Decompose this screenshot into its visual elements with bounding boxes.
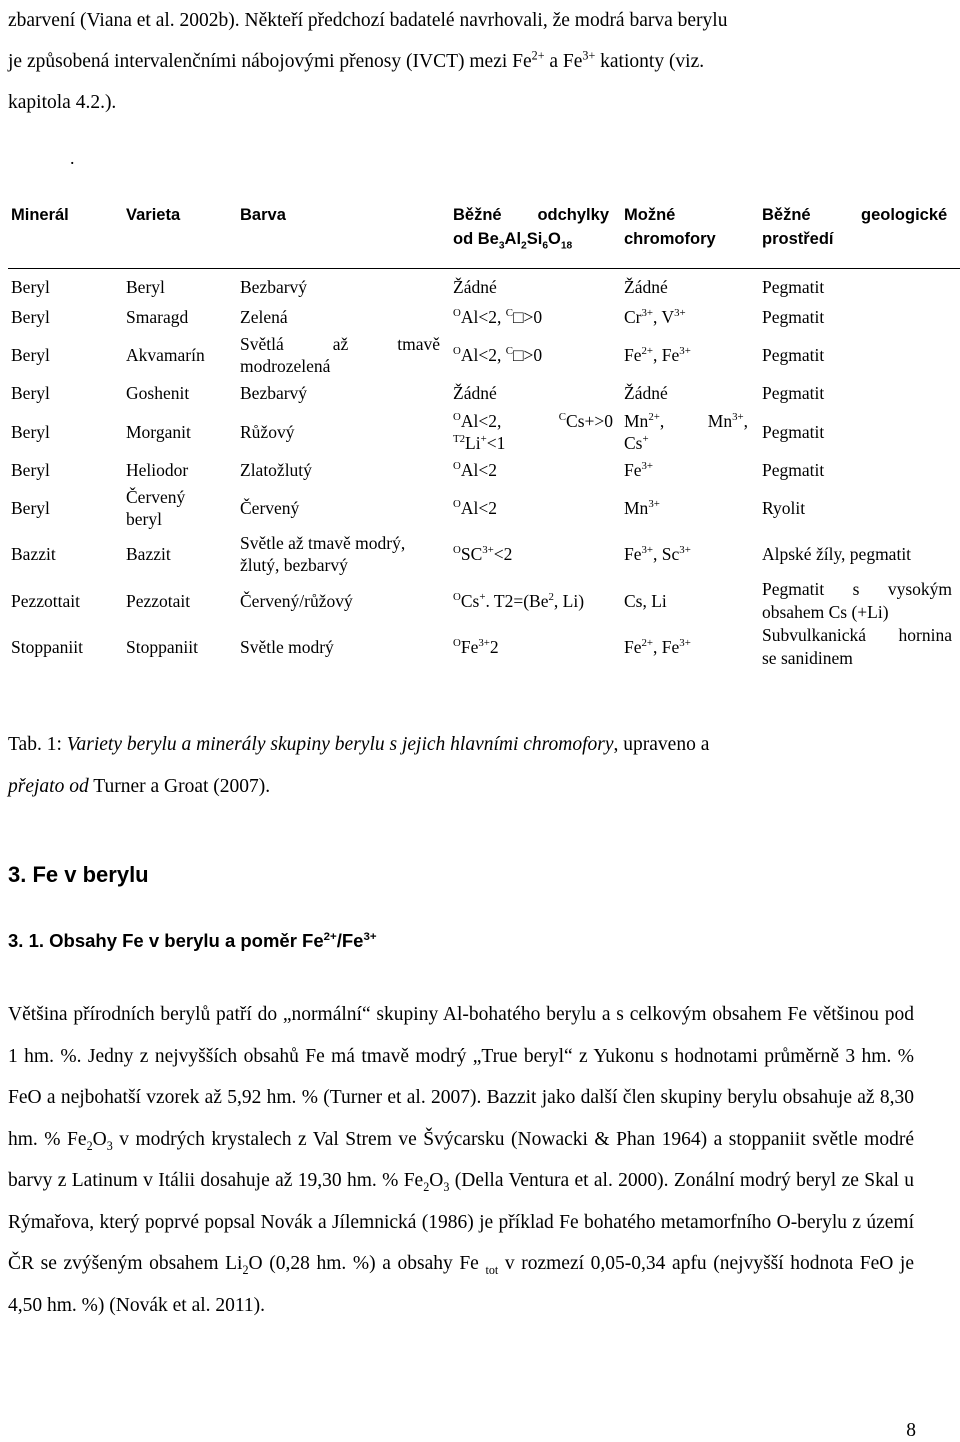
cell-geo: Alpské žíly, pegmatit	[762, 544, 912, 564]
cell-geo: Pegmatit	[762, 422, 825, 442]
cell-chromofory: $Fe^{3+}$	[624, 460, 654, 480]
cell-geo-line1: Pegmatit s vysokým	[762, 579, 952, 599]
intro-line-3: kapitola 4.2.).	[8, 92, 117, 113]
header-geo-a: Běžné	[762, 206, 811, 224]
cell-barva: Zelená	[240, 307, 288, 327]
cell-chromofory: $Mn^{3+}$	[624, 498, 660, 518]
cell-odchylky-line1: $^O$Al<2, $^C$Cs+>0	[453, 411, 613, 431]
cell-odchylky: $^O$Al<2, $^C$□>0	[453, 307, 543, 327]
cell-odchylky: Žádné	[453, 277, 497, 297]
cell-barva: Bezbarvý	[240, 277, 308, 297]
cell-barva: Zlatožlutý	[240, 460, 312, 480]
stray-dot: .	[70, 148, 75, 168]
cell-odchylky: $^O$Al<2	[453, 460, 497, 480]
cell-chromofory: Žádné	[624, 277, 668, 297]
cell-geo-line2: se sanidinem	[762, 648, 853, 668]
cell-varieta: Pezzotait	[126, 591, 191, 611]
cell-varieta-line1: Červený	[126, 487, 186, 507]
header-mineral: Minerál	[11, 206, 69, 224]
cell-barva: Červený/růžový	[240, 591, 353, 611]
cell-odchylky: Žádné	[453, 383, 497, 403]
header-odchylky-formula: od $Be_3Al_2Si_6O_{18}$	[453, 230, 573, 252]
cell-varieta: Bazzit	[126, 544, 171, 564]
header-varieta: Varieta	[126, 206, 181, 224]
cell-barva: Světle modrý	[240, 637, 334, 657]
cell-chromofory: Žádné	[624, 383, 668, 403]
cell-geo: Pegmatit	[762, 307, 825, 327]
cell-barva: Bezbarvý	[240, 383, 308, 403]
cell-geo: Pegmatit	[762, 277, 825, 297]
cell-mineral: Pezzottait	[11, 591, 81, 611]
header-geo-b: geologické	[861, 206, 948, 224]
cell-chromofory-line2: Cs+	[624, 433, 649, 453]
cell-odchylky: $^O$Cs+. $T2=(Be^2$, Li)	[453, 591, 585, 611]
cell-varieta: Heliodor	[126, 460, 189, 480]
cell-barva-line1: Světlá až tmavě	[240, 334, 440, 354]
cell-barva-line2: modrozelená	[240, 356, 331, 376]
subsection-heading: 3. 1. Obsahy Fe v berylu a poměr $Fe^{2+}/Fe^{3+}$	[8, 930, 377, 951]
cell-varieta: Stoppaniit	[126, 637, 198, 657]
cell-geo: Pegmatit	[762, 383, 825, 403]
body-paragraph: Většina přírodních berylů patří do „normální“ skupiny Al-bohatého berylu a s celkovým obsahem Fe většinou pod 1 hm. %. Jedny z nejvyšších obsahů Fe má tmavě modrý „True beryl“ z Yukonu s hodnotami průměrně 3 hm. % FeO a nejbohatší vzorek až 5,92 hm. % (Turner et al. 2007). Bazzit jako další člen skupiny berylu obsahuje až 8,30 hm. % $Fe_2O_3$ v modrých krystalech z Val Strem ve Švýcarsku (Nowacki & Phan 1964) a stoppaniit světle modré barvy z Latinum v Itálii dosahuje až 19,30 hm. % $Fe_2O_3$ (Della Ventura et al. 2000). Zonální modrý beryl ze Skal u Rýmařova, který poprvé popsal Novák a Jílemnická (1986) je příklad Fe bohatého metamorfního O-berylu z území ČR se zvýšeným obsahem $Li_2O$ (0,28 hm. %) a obsahy Fe $_{tot}$ v rozmezí 0,05-0,34 apfu (nejvyšší hodnota FeO je 4,50 hm. %) (Novák et al. 2011).	[8, 1004, 915, 1316]
header-chromofory: Možné	[624, 206, 676, 224]
cell-chromofory: $Fe^{2+}$, $Fe^{3+}$	[624, 637, 691, 657]
cell-geo-line2: obsahem Cs (+Li)	[762, 602, 889, 622]
cell-odchylky-line2: $^{T2}$Li+<1	[453, 433, 506, 453]
cell-odchylky: $^OSC^{3+}<2$	[453, 544, 513, 564]
cell-mineral: Beryl	[11, 307, 50, 327]
intro-paragraph	[8, 0, 952, 123]
cell-geo: Pegmatit	[762, 460, 825, 480]
cell-geo: Ryolit	[762, 498, 806, 518]
cell-barva-line2: žlutý, bezbarvý	[240, 555, 348, 575]
table-header-rule	[8, 268, 960, 269]
header-barva: Barva	[240, 206, 286, 224]
cell-mineral: Beryl	[11, 345, 50, 365]
cell-chromofory: $Fe^{2+}$, $Fe^{3+}$	[624, 345, 691, 365]
cell-chromofory-line1: $Mn^{2+}$, $Mn^{3+}$,	[624, 411, 748, 431]
cell-mineral: Beryl	[11, 498, 50, 518]
cell-barva: Červený	[240, 498, 300, 518]
cell-varieta: Smaragd	[126, 307, 189, 327]
page-number: 8	[906, 1420, 916, 1441]
header-chromofory-2: chromofory	[624, 230, 716, 248]
cell-chromofory: $Cr^{3+}$, $V^{3+}$	[624, 307, 686, 327]
cell-barva-line1: Světle až tmavě modrý,	[240, 533, 406, 553]
cell-chromofory: Cs, Li	[624, 591, 667, 611]
cell-odchylky: $^OFe^{3+}2$	[453, 637, 499, 657]
cell-varieta: Morganit	[126, 422, 191, 442]
cell-barva: Růžový	[240, 422, 295, 442]
header-odchylky: Běžné odchylky	[453, 206, 609, 224]
cell-varieta-line2: beryl	[126, 509, 162, 529]
cell-mineral: Stoppaniit	[11, 637, 83, 657]
cell-odchylky: $^O$Al<2, $^C$□>0	[453, 345, 543, 365]
cell-varieta: Beryl	[126, 277, 165, 297]
cell-mineral: Beryl	[11, 383, 50, 403]
cell-mineral: Bazzit	[11, 544, 56, 564]
header-geo-2: prostředí	[762, 230, 834, 248]
section-heading: 3. Fe v berylu	[8, 862, 149, 887]
intro-line-1: zbarvení (Viana et al. 2002b). Někteří předchozí badatelé navrhovali, že modrá barva berylu	[8, 10, 728, 31]
cell-odchylky: $^O$Al<2	[453, 498, 497, 518]
table-caption: Tab. 1: Variety berylu a minerály skupiny berylu s jejich hlavními chromofory, upraveno a přejato od Turner a Groat (2007).	[8, 734, 710, 797]
cell-chromofory: $Fe^{3+}$, $Sc^{3+}$	[624, 544, 691, 564]
cell-mineral: Beryl	[11, 460, 50, 480]
cell-varieta: Goshenit	[126, 383, 190, 403]
cell-geo: Pegmatit	[762, 345, 825, 365]
cell-varieta: Akvamarín	[126, 345, 205, 365]
cell-mineral: Beryl	[11, 422, 50, 442]
cell-mineral: Beryl	[11, 277, 50, 297]
intro-line-2: je způsobená intervalenčními nábojovými přenosy (IVCT) mezi $Fe^{2+}$ a $Fe^{3+}$ kationty (viz.	[8, 48, 705, 72]
cell-geo-line1: Subvulkanická hornina	[762, 625, 952, 645]
